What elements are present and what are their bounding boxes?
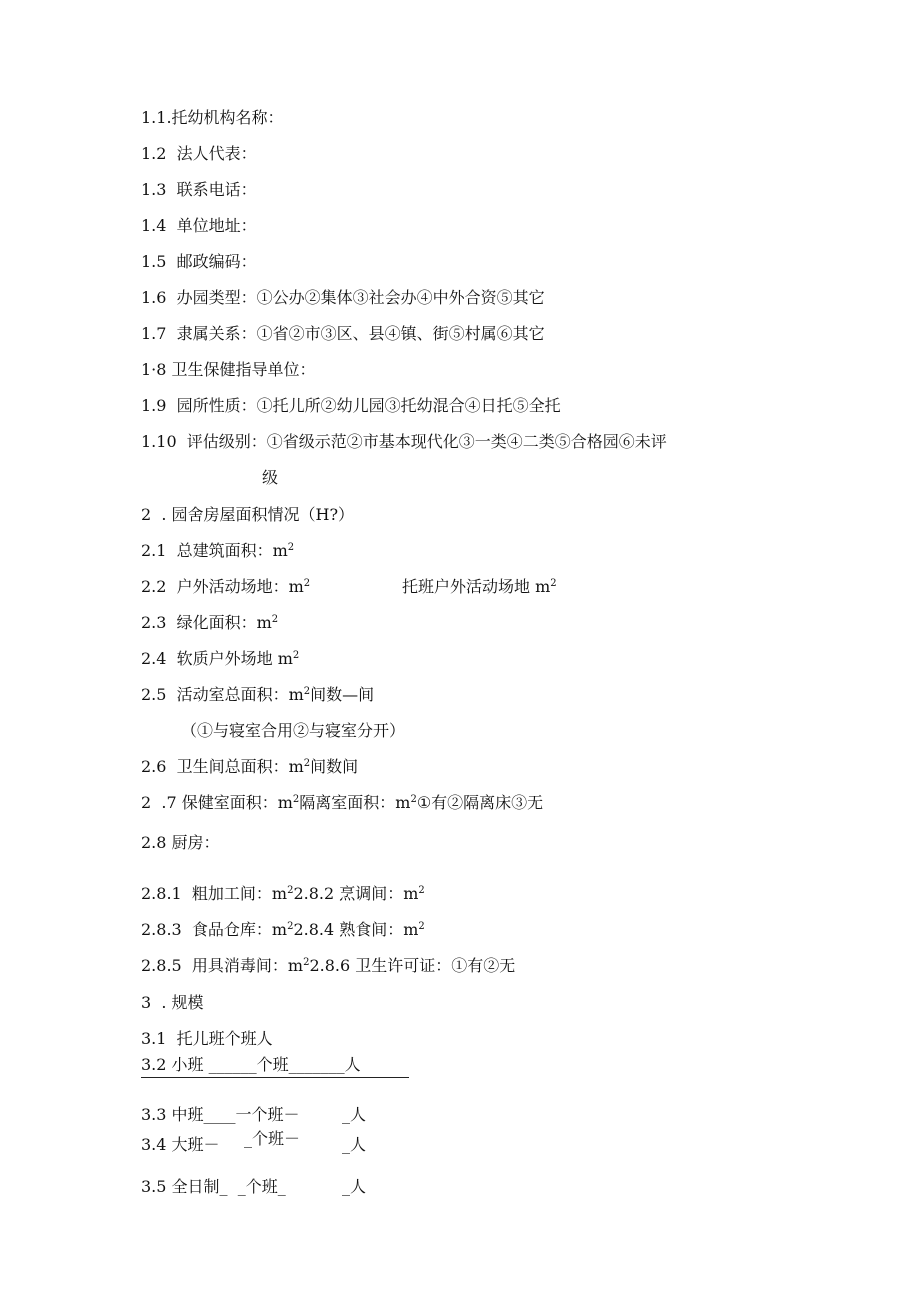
superscript-2: 2: [271, 614, 279, 625]
item-1-8: 1·8 卫生保健指导单位：: [141, 360, 316, 379]
item-2-3: [141, 612, 278, 634]
item-2-8-1: [141, 883, 425, 905]
item-1-9: 1.9 园所性质：①托儿所②幼儿园③托幼混合④日托⑤全托: [141, 396, 561, 415]
item-1-4: 1.4 单位地址：: [141, 216, 257, 235]
item-2-8-6-text: 2.8.6 卫生许可证：①有②无: [309, 956, 516, 975]
item-3-5-people: _人: [342, 1177, 367, 1196]
item-2-5: [141, 684, 374, 706]
item-2-6-rooms: 间数间: [310, 757, 359, 776]
superscript-2: 2: [550, 578, 557, 589]
item-2-6: [141, 756, 358, 778]
item-3-2-underline: [141, 1077, 409, 1078]
item-2-4: [141, 648, 299, 670]
superscript-2: 2: [303, 758, 311, 769]
superscript-2: 2: [303, 957, 310, 968]
item-3-1: 3.1 托儿班个班人: [141, 1029, 273, 1048]
item-2-7: [141, 792, 543, 814]
item-2-2-nursery-field: [402, 576, 557, 598]
superscript-2: 2: [287, 921, 294, 932]
item-2-7-isolation: 隔离室面积：m: [299, 793, 411, 812]
superscript-2: 2: [303, 686, 311, 697]
item-1-5: 1.5 邮政编码：: [141, 252, 257, 271]
item-2-8-1-text: 2.8.1 粗加工间：m: [141, 884, 288, 903]
item-3-2: 3.2 小班 ______个班_______人: [141, 1055, 361, 1074]
superscript-2: 2: [418, 885, 425, 896]
section-3-heading: 3 . 规模: [141, 993, 204, 1012]
item-3-3: 3.3 中班____一个班－: [141, 1105, 300, 1124]
item-2-1: [141, 540, 294, 562]
item-1-10: 1.10 评估级别：①省级示范②市基本现代化③一类④二类⑤合格园⑥未评: [141, 432, 667, 451]
section-2-heading: 2 . 园舍房屋面积情况（H?）: [141, 505, 355, 524]
item-2-6-text: 2.6 卫生间总面积：m: [141, 757, 304, 776]
superscript-2: 2: [292, 650, 300, 661]
item-2-2: [141, 576, 310, 598]
item-2-8-3-text: 2.8.3 食品仓库：m: [141, 920, 288, 939]
item-2-5-options: （①与寝室合用②与寝室分开）: [181, 721, 406, 740]
superscript-2: 2: [410, 794, 417, 805]
item-2-7-options: ①有②隔离床③无: [416, 793, 544, 812]
item-2-8: 2.8 厨房：: [141, 833, 220, 852]
item-1-3: 1.3 联系电话：: [141, 180, 257, 199]
item-2-8-4-text: 2.8.4 熟食间：m: [293, 920, 419, 939]
item-2-4-text: 2.4 软质户外场地 m: [141, 649, 293, 668]
item-2-5-rooms: 间数—间: [310, 685, 375, 704]
item-3-4-classes: _个班－: [244, 1129, 301, 1148]
item-1-7: 1.7 隶属关系：①省②市③区、县④镇、街⑤村属⑥其它: [141, 324, 545, 343]
item-2-2-text: 2.2 户外活动场地：m: [141, 577, 304, 596]
item-2-8-2-text: 2.8.2 烹调间：m: [293, 884, 419, 903]
superscript-2: 2: [418, 921, 425, 932]
superscript-2: 2: [292, 794, 300, 805]
item-2-8-5: [141, 955, 515, 977]
superscript-2: 2: [303, 578, 311, 589]
item-2-1-text: 2.1 总建筑面积：m: [141, 541, 288, 560]
item-1-6: 1.6 办园类型：①公办②集体③社会办④中外合资⑤其它: [141, 288, 545, 307]
item-3-4: 3.4 大班－: [141, 1135, 220, 1154]
item-2-2-nursery-text: 托班户外活动场地 m: [402, 577, 551, 596]
item-2-8-5-text: 2.8.5 用具消毒间：m: [141, 956, 304, 975]
item-2-8-3: [141, 919, 425, 941]
item-3-5: 3.5 全日制_ _个班_: [141, 1177, 286, 1196]
item-1-1: 1.1.托幼机构名称：: [141, 108, 284, 127]
superscript-2: 2: [287, 542, 295, 553]
item-3-3-people: _人: [342, 1105, 367, 1124]
item-2-7-text: 2 .7 保健室面积：m: [141, 793, 293, 812]
item-2-3-text: 2.3 绿化面积：m: [141, 613, 272, 632]
superscript-2: 2: [287, 885, 294, 896]
item-2-5-text: 2.5 活动室总面积：m: [141, 685, 304, 704]
item-1-10-continued: 级: [262, 468, 279, 487]
item-1-2: 1.2 法人代表：: [141, 144, 257, 163]
item-3-4-people: _人: [342, 1135, 367, 1154]
